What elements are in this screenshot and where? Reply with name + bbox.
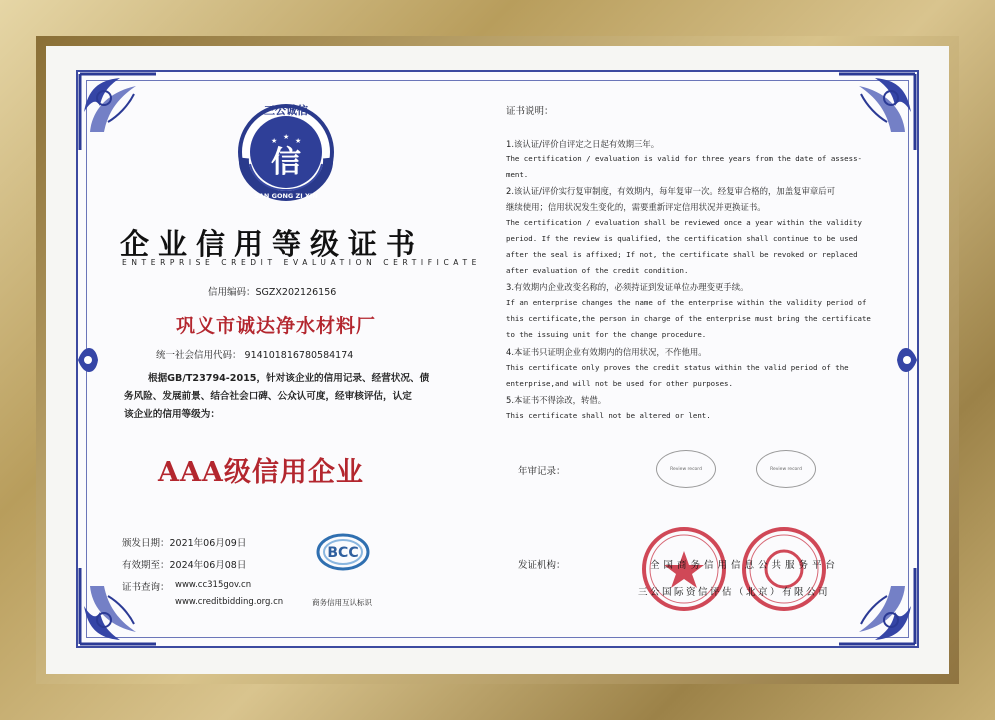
query-site-1: www.cc315gov.cn bbox=[175, 580, 252, 590]
issuer-label: 发证机构： bbox=[518, 560, 566, 571]
issue-date: 颁发日期：2021年06月09日 bbox=[122, 538, 247, 549]
certificate-title: 企业信用等级证书 bbox=[120, 227, 425, 261]
review-record-oval-1: Review record bbox=[656, 450, 716, 488]
bcc-logo bbox=[316, 532, 370, 572]
bcc-logo-text: BCC bbox=[327, 545, 359, 561]
note-4-en-line-2: enterprise,and will not be used for other purposes. bbox=[506, 379, 733, 388]
emblem-glyph: 信 bbox=[271, 145, 301, 180]
certificate-subtitle: ENTERPRISE CREDIT EVALUATION CERTIFICATE bbox=[122, 258, 481, 267]
note-2-en-line-2: period. If the review is qualified, the certification shall continue to be used bbox=[506, 234, 858, 243]
note-1-en-line-2: ment. bbox=[506, 170, 529, 179]
note-3-cn: 3.有效期内企业改变名称的，必须持证到发证单位办理变更手续。 bbox=[506, 282, 749, 292]
corner-ornament-top-right bbox=[837, 72, 917, 152]
side-ornament-left bbox=[76, 335, 100, 385]
emblem-arc-text: 三公诚信 bbox=[264, 104, 308, 117]
note-1-en-line-1: The certification / evaluation is valid for three years from the date of assess- bbox=[506, 154, 862, 163]
note-2-cn-line-1: 2.该认证/评价实行复审制度，有效期内，每年复审一次。经复审合格的，加盖复审章后可 bbox=[506, 186, 836, 196]
svg-text:★: ★ bbox=[295, 137, 302, 145]
corner-ornament-bottom-right bbox=[837, 566, 917, 646]
note-4-cn: 4.本证书只证明企业有效期内的信用状况，不作他用。 bbox=[506, 347, 707, 357]
query-label: 证书查询： bbox=[122, 582, 170, 593]
note-2-en-line-1: The certification / evaluation shall be reviewed once a year within the validity bbox=[506, 218, 862, 227]
basis-text-line-2: 务风险、发展前景、结合社会口碑、公众认可度，经审核评估，认定 bbox=[124, 391, 412, 402]
issuer-line-2: 三公国际资信评估（北京）有限公司 bbox=[638, 587, 831, 598]
note-5-cn: 5.本证书不得涂改，转借。 bbox=[506, 395, 607, 405]
note-4-en-line-1: This certificate only proves the credit status within the valid period of the bbox=[506, 363, 849, 372]
credit-code: 信用编码：SGZX202126156 bbox=[208, 287, 337, 298]
social-credit-code: 统一社会信用代码： 914101816780584174 bbox=[156, 350, 354, 361]
query-site-2: www.creditbidding.org.cn bbox=[175, 597, 284, 607]
note-2-en-line-3: after the seal is affixed; If not, the certificate shall be revoked or replaced bbox=[506, 250, 858, 259]
bcc-caption: 商务信用互认标识 bbox=[312, 598, 372, 607]
sangong-emblem bbox=[224, 98, 348, 202]
svg-text:★: ★ bbox=[283, 133, 290, 141]
note-1-cn: 1.该认证/评价自评定之日起有效期三年。 bbox=[506, 139, 660, 149]
basis-text-line-1: 根据GB/T23794-2015，针对该企业的信用记录、经营状况、债 bbox=[148, 373, 430, 384]
notes-heading: 证书说明： bbox=[506, 106, 554, 117]
corner-ornament-bottom-left bbox=[78, 566, 158, 646]
note-5-en: This certificate shall not be altered or lent. bbox=[506, 411, 711, 420]
note-2-en-line-4: after evaluation of the credit condition. bbox=[506, 266, 689, 275]
note-3-en-line-1: If an enterprise changes the name of the enterprise within the validity period of bbox=[506, 298, 867, 307]
valid-until: 有效期至：2024年06月08日 bbox=[122, 560, 247, 571]
note-3-en-line-2: this certificate,the person in charge of the enterprise must bring the certificate bbox=[506, 314, 871, 323]
annual-review-label: 年审记录： bbox=[518, 466, 566, 477]
side-ornament-right bbox=[895, 335, 919, 385]
company-name: 巩义市诚达净水材料厂 bbox=[176, 315, 377, 337]
emblem-english-text: SAN GONG ZI XIN bbox=[254, 192, 318, 200]
note-2-cn-line-2: 继续使用；信用状况发生变化的，需要重新评定信用状况并更换证书。 bbox=[506, 202, 766, 212]
corner-ornament-top-left bbox=[78, 72, 158, 152]
issuer-line-1: 全国商务信用信息公共服务平台 bbox=[650, 560, 840, 571]
note-3-en-line-3: to the issuing unit for the change procedure. bbox=[506, 330, 707, 339]
svg-text:★: ★ bbox=[271, 137, 278, 145]
review-record-oval-2: Review record bbox=[756, 450, 816, 488]
basis-text-line-3: 该企业的信用等级为： bbox=[124, 409, 220, 420]
credit-grade: AAA级信用企业 bbox=[158, 457, 364, 488]
